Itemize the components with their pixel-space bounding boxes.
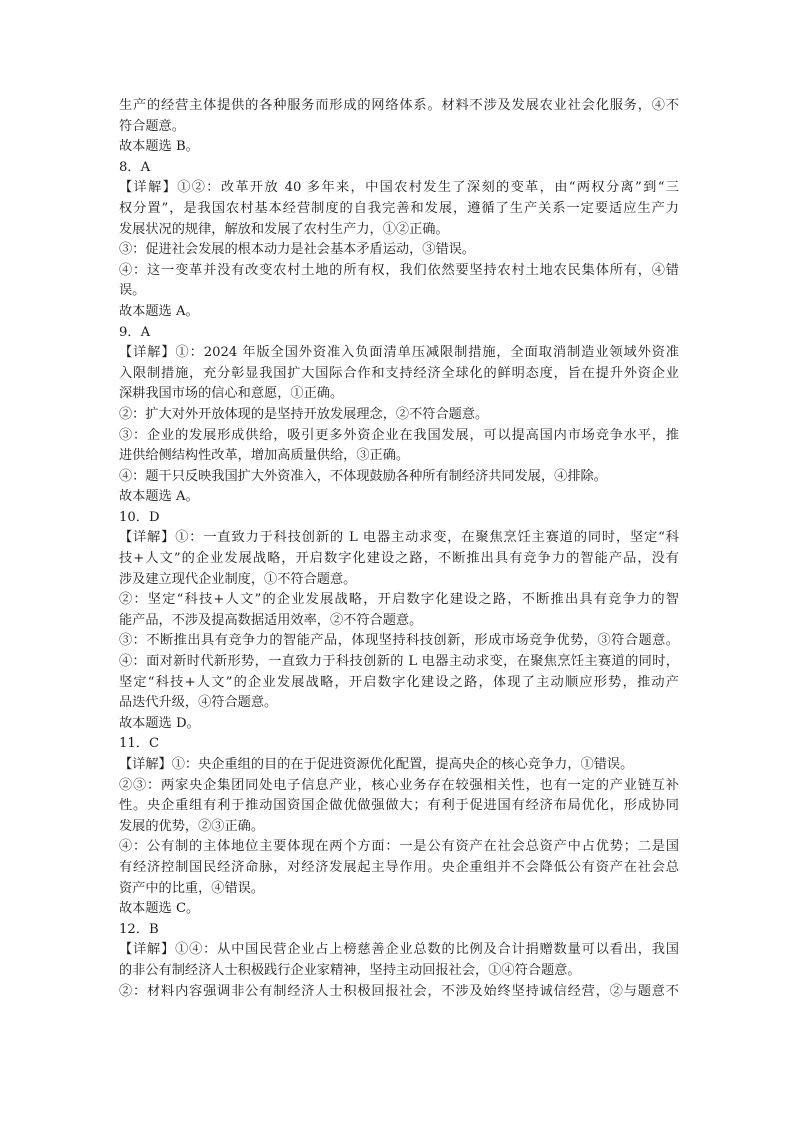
text-line: ②③：两家央企集团同处电子信息产业，核心业务存在较强相关性，也有一定的产业链互补 <box>119 777 679 793</box>
text-line: 11．C <box>119 736 160 752</box>
text-line: 性。央企重组有利于推动国资国企做优做强做大；有利于促进国有经济布局优化，形成协同 <box>119 798 679 814</box>
text-line: 8．A <box>119 159 151 175</box>
text-line: ②：扩大对外开放体现的是坚持开放发展理念，②不符合题意。 <box>119 406 489 422</box>
text-line: 入限制措施，充分彰显我国扩大国际合作和支持经济全球化的鲜明态度，旨在提升外资企业 <box>119 365 679 381</box>
text-line: 9．A <box>119 324 151 340</box>
text-line: 12．B <box>119 921 159 937</box>
text-line: ②：坚定“科技+人文”的企业发展战略，开启数字化建设之路，不断推出具有竞争力的智 <box>119 592 679 608</box>
text-line: 符合题意。 <box>119 118 185 134</box>
text-line: 故本题选 B。 <box>119 139 199 155</box>
text-line: ④：面对新时代新形势，一直致力于科技创新的 L 电器主动求变，在聚焦烹饪主赛道的同时， <box>119 654 679 670</box>
text-line: 误。 <box>119 283 146 299</box>
text-line: 技+人文”的企业发展战略，开启数字化建设之路，不断推出具有竞争力的智能产品，没有 <box>119 551 679 567</box>
text-line: 有经济控制国民经济命脉，对经济发展起主导作用。央企重组并不会降低公有资产在社会总 <box>119 859 679 875</box>
text-line: ②：材料内容强调非公有制经济人士积极回报社会，不涉及始终坚持诚信经营，②与题意不 <box>119 983 679 999</box>
text-line: 生产的经营主体提供的各种服务而形成的网络体系。材料不涉及发展农业社会化服务，④不 <box>119 98 679 113</box>
text-line: 进供给侧结构性改革，增加高质量供给，③正确。 <box>119 448 410 464</box>
text-line: 故本题选 C。 <box>119 901 200 917</box>
text-line: ④：这一变革并没有改变农村土地的所有权，我们依然要坚持农村土地农民集体所有，④错 <box>119 262 679 278</box>
text-line: 品迭代升级，④符合题意。 <box>119 695 278 711</box>
text-line: 故本题选 A。 <box>119 489 199 505</box>
text-line: 坚定“科技+人文”的企业发展战略，开启数字化建设之路，体现了主动顺应形势，推动产 <box>119 674 679 690</box>
text-line: 能产品，不涉及提高数据适用效率，②不符合题意。 <box>119 612 423 628</box>
text-line: 的非公有制经济人士积极践行企业家精神，坚持主动回报社会，①④符合题意。 <box>119 962 581 978</box>
text-line: ④：题干只反映我国扩大外资准入，不体现鼓励各种所有制经济共同发展，④排除。 <box>119 468 607 484</box>
text-line: 10．D <box>119 509 160 525</box>
text-line: 权分置”，是我国农村基本经营制度的自我完善和发展，遵循了生产关系一定要适应生产力 <box>119 200 679 216</box>
text-line: 深耕我国市场的信心和意愿，①正确。 <box>119 386 344 402</box>
text-line: 发展状况的规律，解放和发展了农村生产力，①②正确。 <box>119 221 449 237</box>
text-line: 【详解】①：一直致力于科技创新的 L 电器主动求变，在聚焦烹饪主赛道的同时，坚定“科 <box>119 530 679 546</box>
text-line: ③：企业的发展形成供给，吸引更多外资企业在我国发展，可以提高国内市场竞争水平，推 <box>119 427 679 443</box>
text-line: ④：公有制的主体地位主要体现在两个方面：一是公有资产在社会总资产中占优势；二是国 <box>119 839 679 855</box>
text-line: 【详解】①④：从中国民营企业占上榜慈善企业总数的比例及合计捐赠数量可以看出，我国 <box>119 942 679 958</box>
text-line: ③：促进社会发展的根本动力是社会基本矛盾运动，③错误。 <box>119 242 476 258</box>
text-line: ③：不断推出具有竞争力的智能产品，体现坚持科技创新，形成市场竞争优势，③符合题意。 <box>119 633 679 649</box>
text-line: 【详解】①：2024 年版全国外资准入负面清单压减限制措施，全面取消制造业领域外资准 <box>119 345 679 361</box>
text-line: 资产中的比重，④错误。 <box>119 880 265 896</box>
text-line: 故本题选 D。 <box>119 715 200 731</box>
text-line: 发展的优势，②③正确。 <box>119 818 265 834</box>
text-line: 【详解】①：央企重组的目的在于促进资源优化配置，提高央企的核心竞争力，①错误。 <box>119 757 634 772</box>
text-line: 【详解】①②：改革开放 40 多年来，中国农村发生了深刻的变革，由“两权分离”到“三 <box>119 180 679 196</box>
text-line: 故本题选 A。 <box>119 303 199 319</box>
answer-explanation-text <box>119 96 679 1002</box>
text-line: 涉及建立现代企业制度，①不符合题意。 <box>119 571 357 587</box>
